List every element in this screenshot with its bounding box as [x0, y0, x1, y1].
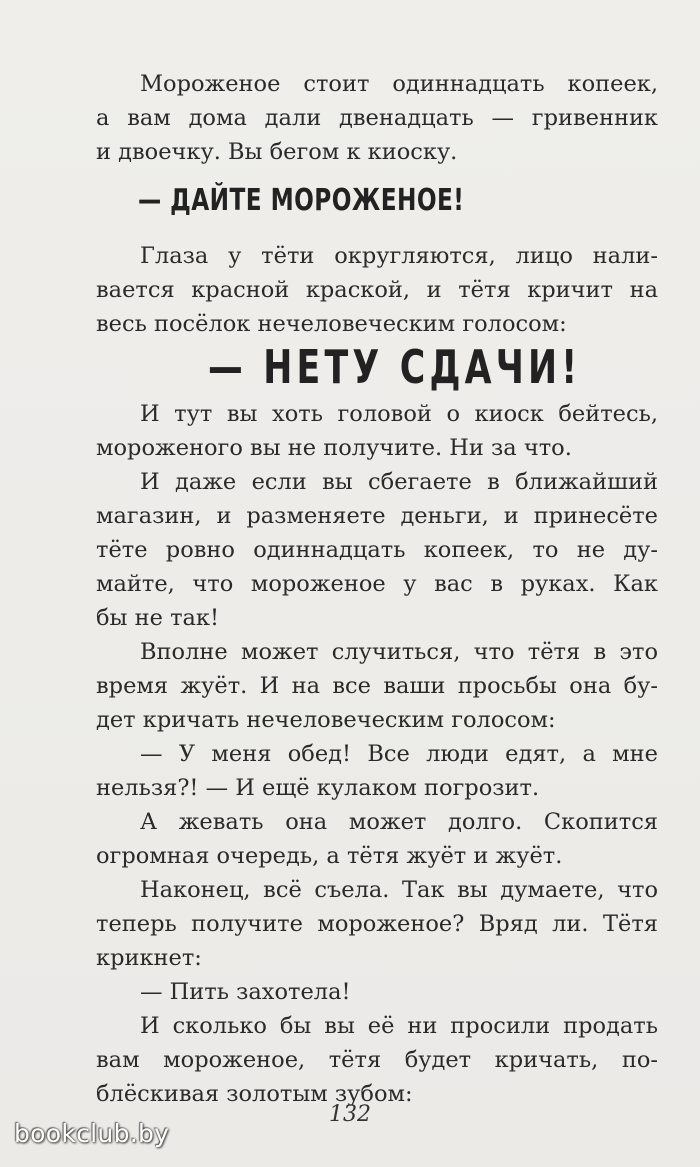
text-line: бы не так! [96, 605, 220, 631]
text-line: нельзя?! — И ещё кулаком погрозит. [96, 775, 540, 801]
text-line: — Пить захотела! [140, 979, 351, 1005]
text-line: крикнет: [96, 945, 202, 971]
text-line: а вам дома дали двенадцать — гривенник [96, 105, 658, 131]
text-line: и двоечку. Вы бегом к киоску. [96, 139, 458, 165]
text-line: блёскивая золотым зубом: [96, 1081, 413, 1107]
text-line: время жуёт. И на все ваши просьбы она бу- [96, 673, 658, 699]
text-line: Мороженое стоит одиннадцать копеек, [140, 71, 658, 97]
page-number: 132 [329, 1102, 371, 1127]
shout-heading-give-icecream: — ДАЙТЕ МОРОЖЕНОЕ! [138, 183, 465, 218]
text-line: теперь получите мороженое? Вряд ли. Тётя [96, 911, 658, 937]
text-line: Вполне может случиться, что тётя в это [140, 639, 658, 665]
text-line: И даже если вы сбегаете в ближайший [140, 469, 658, 495]
text-line: — У меня обед! Все люди едят, а мне [140, 741, 658, 767]
shout-heading-no-change: — НЕТУ СДАЧИ! [208, 340, 582, 394]
text-line: вам мороженое, тётя будет кричать, по- [96, 1047, 658, 1073]
watermark: bookclub.by [14, 1119, 170, 1148]
text-line: майте, что мороженое у вас в руках. Как [96, 571, 658, 597]
text-line: тёте ровно одиннадцать копеек, то не ду- [96, 537, 658, 563]
text-line: мороженого вы не получите. Ни за что. [96, 435, 572, 461]
text-line: весь посёлок нечеловеческим голосом: [96, 311, 567, 337]
text-line: Глаза у тёти округляются, лицо нали- [140, 243, 658, 269]
text-line: вается красной краской, и тётя кричит на [96, 277, 658, 303]
text-line: А жевать она может долго. Скопится [140, 809, 658, 835]
text-line: дет кричать нечеловеческим голосом: [96, 707, 556, 733]
text-line: И тут вы хоть головой о киоск бейтесь, [140, 401, 658, 427]
text-line: магазин, и разменяете деньги, и принесёте [96, 503, 658, 529]
text-line: огромная очередь, а тётя жуёт и жуёт. [96, 843, 563, 869]
text-line: Наконец, всё съела. Так вы думаете, что [140, 877, 658, 903]
text-line: И сколько бы вы её ни просили продать [140, 1013, 658, 1039]
